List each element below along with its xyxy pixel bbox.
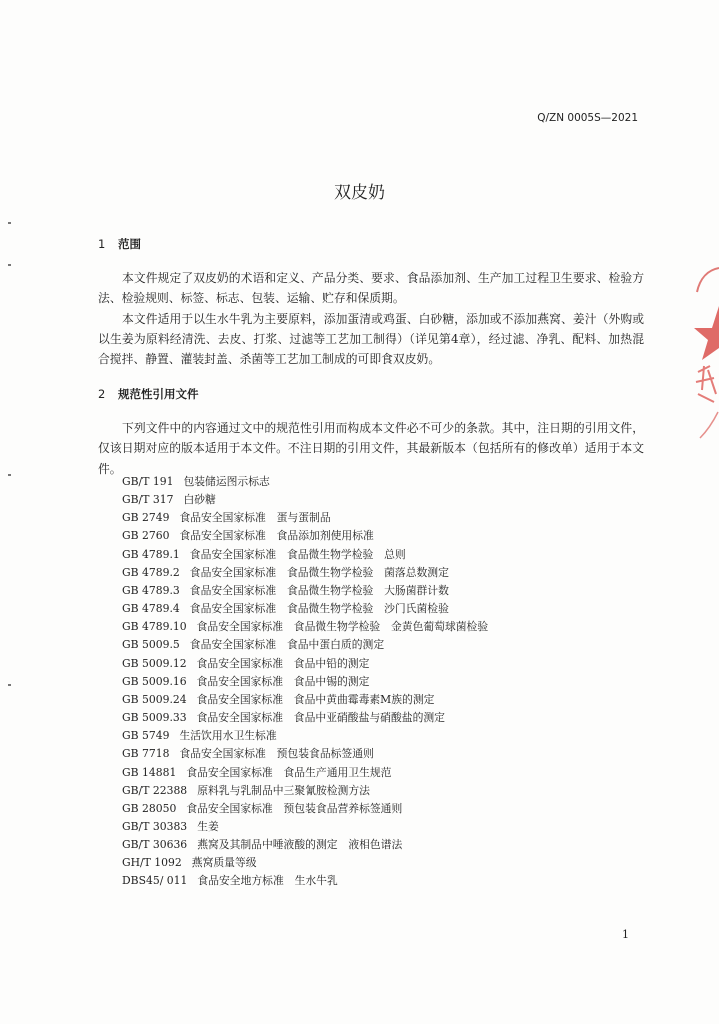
reference-title: 白砂糖 bbox=[183, 493, 216, 507]
reference-title: 食品安全国家标准 食品中蛋白质的测定 bbox=[189, 638, 385, 652]
scan-speck bbox=[8, 264, 11, 266]
reference-item bbox=[122, 854, 488, 872]
reference-code: GH/T 1092 bbox=[122, 856, 182, 870]
reference-code: GB 4789.3 bbox=[122, 583, 180, 597]
reference-item bbox=[122, 509, 488, 527]
reference-code: GB/T 30383 bbox=[122, 819, 188, 833]
reference-title: 食品安全国家标准 食品生产通用卫生规范 bbox=[186, 765, 392, 779]
section-2-title: 规范性引用文件 bbox=[118, 387, 199, 401]
reference-code: GB 5009.5 bbox=[122, 638, 180, 652]
seal-ring-arc bbox=[697, 268, 719, 292]
reference-item bbox=[122, 473, 488, 491]
section-2-intro bbox=[98, 418, 644, 479]
reference-code: GB 4789.10 bbox=[122, 620, 187, 634]
reference-item bbox=[122, 836, 488, 854]
reference-code: GB 2760 bbox=[122, 529, 170, 543]
section-1-title: 范围 bbox=[118, 237, 141, 251]
reference-title: 食品安全国家标准 食品微生物学检验 总则 bbox=[189, 547, 406, 561]
seal-ring-arc-lower bbox=[700, 412, 718, 438]
reference-item bbox=[122, 745, 488, 763]
reference-title: 食品安全国家标准 食品添加剂使用标准 bbox=[179, 529, 374, 543]
scan-speck bbox=[8, 684, 11, 686]
reference-title: 食品安全国家标准 预包装食品标签通则 bbox=[179, 747, 374, 761]
reference-code: GB 4789.1 bbox=[122, 547, 180, 561]
reference-item bbox=[122, 636, 488, 654]
reference-item bbox=[122, 764, 488, 782]
reference-code: GB 4789.4 bbox=[122, 602, 180, 616]
reference-code: DBS45/ 011 bbox=[122, 874, 188, 888]
reference-code: GB 2749 bbox=[122, 511, 170, 525]
reference-code: GB/T 317 bbox=[122, 493, 174, 507]
reference-title: 食品安全国家标准 食品中铅的测定 bbox=[196, 656, 370, 670]
section-1-heading bbox=[98, 236, 141, 252]
reference-code: GB/T 22388 bbox=[122, 783, 188, 797]
reference-item bbox=[122, 818, 488, 836]
section-2-number: 2 bbox=[98, 387, 106, 401]
reference-item bbox=[122, 709, 488, 727]
reference-item bbox=[122, 673, 488, 691]
reference-title: 食品安全国家标准 食品微生物学检验 大肠菌群计数 bbox=[189, 583, 449, 597]
section-1-body bbox=[98, 268, 644, 369]
reference-code: GB 5009.33 bbox=[122, 711, 187, 725]
reference-item bbox=[122, 727, 488, 745]
reference-code: GB 28050 bbox=[122, 801, 177, 815]
reference-title: 食品安全国家标准 食品中黄曲霉毒素M族的测定 bbox=[196, 692, 435, 706]
seal-star-icon bbox=[694, 306, 719, 360]
page-number: 1 bbox=[622, 928, 629, 941]
reference-item bbox=[122, 691, 488, 709]
references-intro-paragraph: 下列文件中的内容通过文中的规范性引用而构成本文件必不可少的条款。其中，注日期的引用文件，仅该日期对应的版本适用于本文件。不注日期的引用文件，其最新版本（包括所有的修改单）适用于本文件。 bbox=[98, 421, 644, 476]
reference-code: GB 4789.2 bbox=[122, 565, 180, 579]
reference-item bbox=[122, 491, 488, 509]
reference-title: 食品安全国家标准 蛋与蛋制品 bbox=[179, 511, 331, 525]
reference-item bbox=[122, 800, 488, 818]
reference-code: GB/T 30636 bbox=[122, 838, 188, 852]
reference-title: 食品安全国家标准 食品微生物学检验 沙门氏菌检验 bbox=[189, 602, 449, 616]
reference-code: GB 7718 bbox=[122, 747, 170, 761]
reference-item bbox=[122, 782, 488, 800]
section-1-number: 1 bbox=[98, 237, 106, 251]
reference-code: GB 5009.16 bbox=[122, 674, 187, 688]
reference-item bbox=[122, 600, 488, 618]
scan-speck bbox=[8, 222, 11, 224]
reference-title: 原料乳与乳制品中三聚氰胺检测方法 bbox=[197, 783, 370, 797]
reference-title: 食品安全国家标准 食品微生物学检验 菌落总数测定 bbox=[189, 565, 449, 579]
reference-item bbox=[122, 618, 488, 636]
reference-title: 食品安全国家标准 预包装食品营养标签通则 bbox=[186, 801, 403, 815]
reference-item bbox=[122, 872, 488, 890]
seal-text-fragment bbox=[696, 366, 716, 402]
reference-item bbox=[122, 546, 488, 564]
reference-item bbox=[122, 655, 488, 673]
reference-title: 食品安全国家标准 食品微生物学检验 金黄色葡萄球菌检验 bbox=[196, 620, 489, 634]
reference-code: GB 14881 bbox=[122, 765, 177, 779]
reference-item bbox=[122, 564, 488, 582]
reference-item bbox=[122, 582, 488, 600]
scope-paragraph-2: 本文件适用于以生水牛乳为主要原料，添加蛋清或鸡蛋、白砂糖，添加或不添加燕窝、姜汁（外购或以生姜为原料经清洗、去皮、打浆、过滤等工艺加工制得）（详见第4章），经过滤、净乳、配料、加热混合搅拌、静置、灌装封盖、杀菌等工艺加工制成的可即食双皮奶。 bbox=[98, 311, 644, 367]
reference-code: GB/T 191 bbox=[122, 475, 174, 488]
reference-list bbox=[122, 473, 488, 891]
reference-title: 生姜 bbox=[197, 819, 219, 833]
reference-code: GB 5009.12 bbox=[122, 656, 187, 670]
reference-title: 食品安全国家标准 食品中亚硝酸盐与硝酸盐的测定 bbox=[196, 711, 445, 725]
reference-code: GB 5009.24 bbox=[122, 692, 187, 706]
reference-code: GB 5749 bbox=[122, 729, 170, 743]
red-seal-fragment bbox=[690, 262, 719, 442]
reference-title: 包装储运图示标志 bbox=[183, 475, 270, 488]
reference-item bbox=[122, 527, 488, 545]
document-title: 双皮奶 bbox=[334, 183, 385, 203]
section-2-heading bbox=[98, 386, 199, 402]
scan-speck bbox=[8, 474, 11, 476]
reference-title: 燕窝及其制品中唾液酸的测定 液相色谱法 bbox=[197, 838, 403, 852]
reference-title: 食品安全国家标准 食品中锡的测定 bbox=[196, 674, 370, 688]
reference-title: 燕窝质量等级 bbox=[191, 856, 257, 870]
reference-title: 食品安全地方标准 生水牛乳 bbox=[197, 874, 338, 888]
scope-paragraph-1: 本文件规定了双皮奶的术语和定义、产品分类、要求、食品添加剂、生产加工过程卫生要求、检验方法、检验规则、标签、标志、包装、运输、贮存和保质期。 bbox=[98, 271, 644, 306]
standard-code: Q/ZN 0005S—2021 bbox=[537, 112, 638, 124]
reference-title: 生活饮用水卫生标准 bbox=[179, 729, 277, 743]
